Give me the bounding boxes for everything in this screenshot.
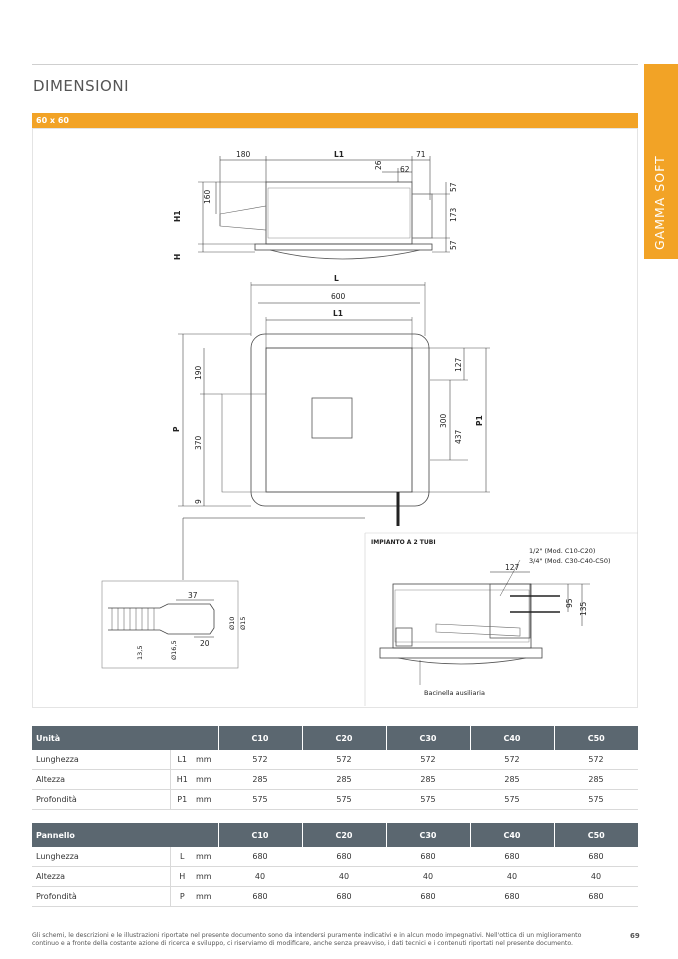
dim-p1: P1 bbox=[475, 415, 484, 426]
table-row bbox=[32, 750, 638, 770]
column-header: C50 bbox=[554, 823, 638, 847]
dim-180: 180 bbox=[236, 150, 251, 159]
table-cell: 575 bbox=[470, 790, 554, 810]
row-symbol: L bbox=[170, 847, 194, 867]
table-row bbox=[32, 770, 638, 790]
table-cell: 285 bbox=[470, 770, 554, 790]
table-cell: 572 bbox=[218, 750, 302, 770]
row-symbol: L1 bbox=[170, 750, 194, 770]
dim-135-fitting: 13,5 bbox=[136, 645, 144, 660]
dim-127-pipe: 127 bbox=[505, 563, 520, 572]
column-header: C40 bbox=[470, 726, 554, 750]
table-row bbox=[32, 847, 638, 867]
dim-95: 95 bbox=[565, 598, 574, 608]
dim-127-plan: 127 bbox=[454, 357, 463, 372]
table-cell: 680 bbox=[218, 887, 302, 907]
column-header: C50 bbox=[554, 726, 638, 750]
row-label: Lunghezza bbox=[32, 847, 170, 867]
row-unit: mm bbox=[194, 770, 218, 790]
page-title: DIMENSIONI bbox=[33, 77, 130, 95]
table-cell: 680 bbox=[554, 847, 638, 867]
dim-l1-side: L1 bbox=[334, 150, 344, 159]
column-header: C30 bbox=[386, 726, 470, 750]
table-cell: 680 bbox=[470, 847, 554, 867]
footnote: Gli schemi, le descrizioni e le illustrazioni riportate nel presente documento sono da intendersi puramente indicativi e in alcun modo impegnativi. Nell'ottica di un miglioramento continuo e a fronte della costante azione di ricerca e sviluppo, ci riserviamo di modificare, anche senza preavviso, i dati tecnici e i contenuti riportati nel presente documento. bbox=[32, 932, 582, 947]
dim-62: 62 bbox=[400, 165, 410, 174]
table-cell: 40 bbox=[554, 867, 638, 887]
row-label: Altezza bbox=[32, 770, 170, 790]
dim-p: P bbox=[172, 426, 181, 432]
table-cell: 40 bbox=[386, 867, 470, 887]
row-label: Lunghezza bbox=[32, 750, 170, 770]
table-cell: 40 bbox=[470, 867, 554, 887]
column-header: C10 bbox=[218, 726, 302, 750]
table-cell: 680 bbox=[302, 847, 386, 867]
row-label: Profondità bbox=[32, 887, 170, 907]
unit-dimensions-table bbox=[32, 726, 638, 810]
table-cell: 575 bbox=[386, 790, 470, 810]
table-cell: 40 bbox=[218, 867, 302, 887]
table-header-row bbox=[32, 726, 638, 750]
column-header: C10 bbox=[218, 823, 302, 847]
dim-600: 600 bbox=[331, 292, 346, 301]
dim-h: H bbox=[173, 253, 182, 260]
row-symbol: H bbox=[170, 867, 194, 887]
row-label: Altezza bbox=[32, 867, 170, 887]
table-cell: 40 bbox=[302, 867, 386, 887]
row-unit: mm bbox=[194, 887, 218, 907]
table-cell: 285 bbox=[218, 770, 302, 790]
dim-370: 370 bbox=[194, 435, 203, 450]
column-header: C40 bbox=[470, 823, 554, 847]
table-header-row bbox=[32, 823, 638, 847]
dim-160: 160 bbox=[203, 189, 212, 204]
table-cell: 575 bbox=[554, 790, 638, 810]
table-row bbox=[32, 790, 638, 810]
dim-d15: Ø15 bbox=[239, 616, 247, 630]
dim-37: 37 bbox=[188, 591, 198, 600]
table-row bbox=[32, 887, 638, 907]
table-cell: 572 bbox=[302, 750, 386, 770]
pipe-caption: Bacinella ausiliaria bbox=[424, 689, 485, 697]
column-header: C20 bbox=[302, 823, 386, 847]
dim-190: 190 bbox=[194, 365, 203, 380]
dim-173: 173 bbox=[449, 207, 458, 222]
dim-h1: H1 bbox=[173, 210, 182, 222]
dim-57-top: 57 bbox=[449, 182, 458, 192]
dim-57-bottom: 57 bbox=[449, 240, 458, 250]
pipe-detail-title: IMPIANTO A 2 TUBI bbox=[371, 539, 436, 546]
dim-9: 9 bbox=[194, 499, 203, 504]
table-cell: 285 bbox=[386, 770, 470, 790]
row-unit: mm bbox=[194, 750, 218, 770]
dim-71: 71 bbox=[416, 150, 426, 159]
pipe-note-1: 1/2" (Mod. C10-C20) bbox=[529, 547, 596, 555]
dim-d165: Ø16,5 bbox=[170, 640, 178, 660]
column-header: C20 bbox=[302, 726, 386, 750]
side-tab-label: GAMMA SOFT bbox=[652, 155, 667, 250]
row-unit: mm bbox=[194, 790, 218, 810]
plan-view bbox=[178, 282, 490, 580]
dim-437: 437 bbox=[454, 429, 463, 444]
table-cell: 572 bbox=[554, 750, 638, 770]
table-cell: 575 bbox=[218, 790, 302, 810]
page-number: 69 bbox=[630, 932, 640, 940]
dim-l: L bbox=[334, 274, 339, 283]
section-band: 60 x 60 bbox=[32, 113, 638, 128]
panel-dimensions-table bbox=[32, 823, 638, 907]
table-cell: 680 bbox=[470, 887, 554, 907]
column-header: C30 bbox=[386, 823, 470, 847]
table-cell: 680 bbox=[386, 847, 470, 867]
pipe-note-2: 3/4" (Mod. C30-C40-C50) bbox=[529, 557, 611, 565]
dim-135-pipe: 135 bbox=[579, 601, 588, 616]
table-cell: 285 bbox=[554, 770, 638, 790]
dim-d10: Ø10 bbox=[228, 616, 236, 630]
table-cell: 680 bbox=[386, 887, 470, 907]
table-cell: 575 bbox=[302, 790, 386, 810]
column-header: Unità bbox=[32, 726, 218, 750]
table-row bbox=[32, 867, 638, 887]
side-view bbox=[198, 156, 450, 259]
table-cell: 680 bbox=[218, 847, 302, 867]
row-label: Profondità bbox=[32, 790, 170, 810]
table-cell: 572 bbox=[386, 750, 470, 770]
row-symbol: P1 bbox=[170, 790, 194, 810]
dim-20: 20 bbox=[200, 639, 210, 648]
dim-l1-plan: L1 bbox=[333, 309, 343, 318]
row-unit: mm bbox=[194, 847, 218, 867]
row-symbol: H1 bbox=[170, 770, 194, 790]
table-cell: 285 bbox=[302, 770, 386, 790]
dim-26: 26 bbox=[374, 160, 383, 170]
table-cell: 680 bbox=[554, 887, 638, 907]
row-unit: mm bbox=[194, 867, 218, 887]
table-cell: 680 bbox=[302, 887, 386, 907]
dim-300: 300 bbox=[439, 413, 448, 428]
table-cell: 572 bbox=[470, 750, 554, 770]
row-symbol: P bbox=[170, 887, 194, 907]
column-header: Pannello bbox=[32, 823, 218, 847]
